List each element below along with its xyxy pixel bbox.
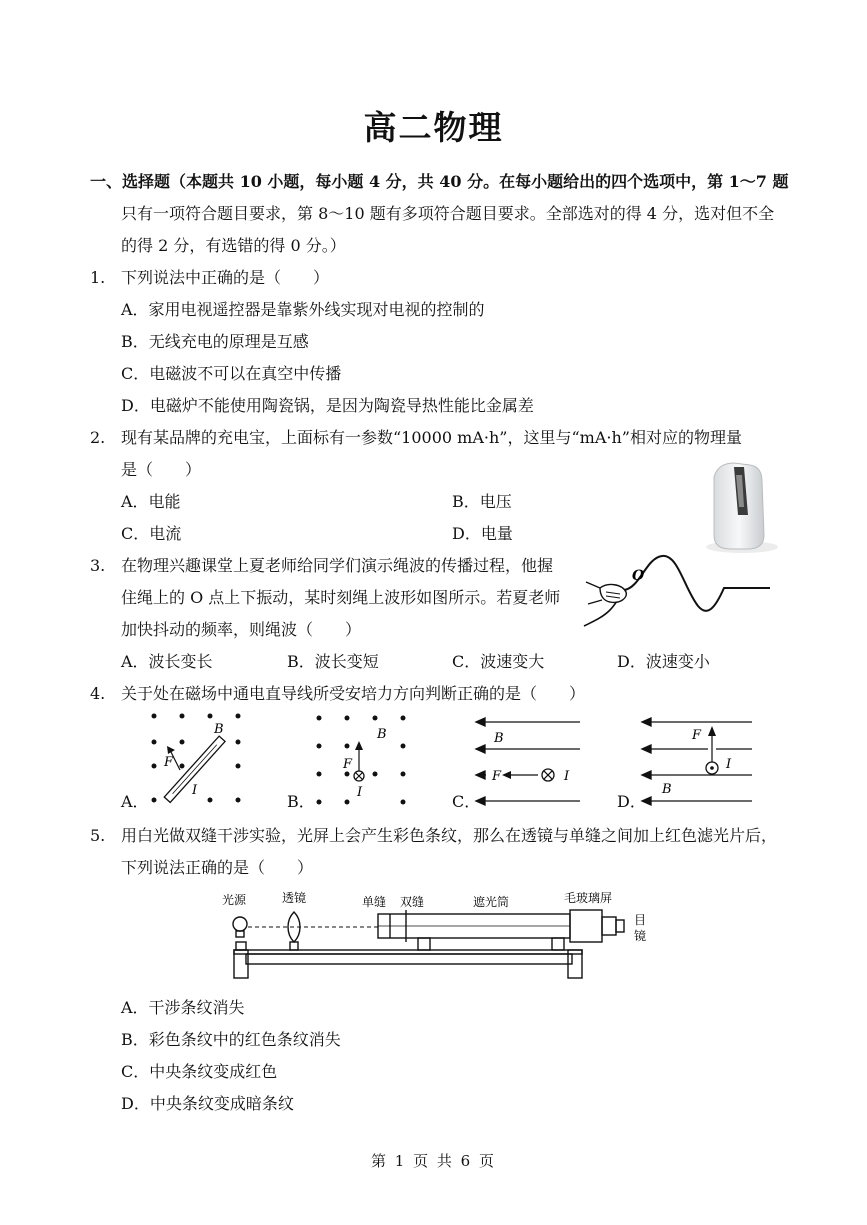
page-footer: 第 1 页 共 6 页 [371,1152,496,1170]
question-1-stem: 下列说法中正确的是（ ） [121,268,330,287]
label-f: F [692,728,702,743]
question-2-option-b: B．电压 [452,492,512,511]
bulb-icon [233,917,247,931]
q4-figure-d [638,712,758,808]
question-4-option-c: C． [452,792,481,811]
double-slit-label: 双缝 [400,895,425,909]
question-4-option-d: D． [617,792,646,811]
question-5-option-c: C．中央条纹变成红色 [121,1062,278,1081]
question-4-stem: 关于处在磁场中通电直导线所受安培力方向判断正确的是（ ） [121,684,586,703]
label-b: B [662,782,672,797]
label-f: F [164,755,174,770]
question-4-option-b: B． [287,792,315,811]
page-title: 高二物理 [363,108,504,147]
question-1-option-b: B．无线充电的原理是互感 [121,332,309,351]
question-3-number: 3. [90,556,106,575]
question-2-option-a: A．电能 [121,492,181,511]
question-5-option-a: A．干涉条纹消失 [121,998,245,1017]
question-4-option-a: A． [121,792,149,811]
question-1-number: 1. [90,268,106,287]
question-1-option-a: A．家用电视遥控器是靠紫外线实现对电视的控制的 [121,300,485,319]
question-2-option-d: D．电量 [452,524,513,543]
question-2-option-c: C．电流 [121,524,182,543]
eyepiece-label-1: 目 [634,913,647,927]
question-3-option-d: D．波速变小 [617,652,710,671]
question-1-option-d: D．电磁炉不能使用陶瓷锅，是因为陶瓷导热性能比金属差 [121,396,534,415]
q4-figure-c [472,712,588,808]
wave-point-o-label: O [632,568,645,584]
question-5-number: 5. [90,826,106,845]
question-4-number: 4. [90,684,106,703]
eyepiece-label-2: 镜 [634,929,647,943]
question-2-stem-line2: 是（ ） [121,460,202,479]
label-i: I [357,785,363,800]
q4-figure-a [140,708,250,812]
question-1-option-c: C．电磁波不可以在真空中传播 [121,364,342,383]
question-3-option-b: B．波长变短 [287,652,379,671]
power-bank-image [692,455,782,555]
question-5-stem-line1: 用白光做双缝干涉实验，光屏上会产生彩色条纹，那么在透镜与单缝之间加上红色滤光片后， [121,826,778,845]
question-2-number: 2. [90,428,106,447]
frosted-screen-label: 毛玻璃屏 [564,891,613,905]
question-5-option-d: D．中央条纹变成暗条纹 [121,1094,294,1113]
label-b: B [494,731,504,746]
label-f: F [492,769,502,784]
light-source-label: 光源 [222,893,247,907]
lens-label: 透镜 [282,891,307,905]
question-5-option-b: B．彩色条纹中的红色条纹消失 [121,1030,341,1049]
question-3-option-c: C．波速变大 [452,652,545,671]
section-heading-line3: 的得 2 分，有选错的得 0 分。） [121,236,346,255]
question-3-stem-line3: 加快抖动的频率，则绳波（ ） [121,620,362,639]
magnetic-field-lines [476,718,580,805]
label-b: B [377,727,387,742]
label-f: F [343,757,353,772]
label-i: I [726,757,732,772]
q4-figure-b [305,708,415,812]
section-heading-line1: 一、选择题（本题共 10 小题，每小题 4 分，共 40 分。在每小题给出的四个选项中，第 1～7 题 [90,172,789,191]
question-3-option-a: A．波长变长 [121,652,213,671]
question-5-stem-line2: 下列说法正确的是（ ） [121,858,314,877]
rope-wave-figure [580,548,780,633]
section-heading-line2: 只有一项符合题目要求，第 8～10 题有多项符合题目要求。全部选对的得 4 分，选对但不全 [121,204,775,223]
label-i: I [192,783,198,798]
double-slit-apparatus-figure [220,884,660,984]
label-b: B [214,722,224,737]
label-i: I [564,769,570,784]
question-3-stem-line1: 在物理兴趣课堂上夏老师给同学们演示绳波的传播过程，他握 [121,556,554,575]
single-slit-label: 单缝 [362,895,387,909]
question-2-stem-line1: 现有某品牌的充电宝，上面标有一参数“10000 mA·h”，这里与“mA·h”相对应的物理量 [121,428,742,447]
shade-tube-label: 遮光筒 [473,895,510,909]
question-3-stem-line2: 住绳上的 O 点上下振动，某时刻绳上波形如图所示。若夏老师 [121,588,561,607]
